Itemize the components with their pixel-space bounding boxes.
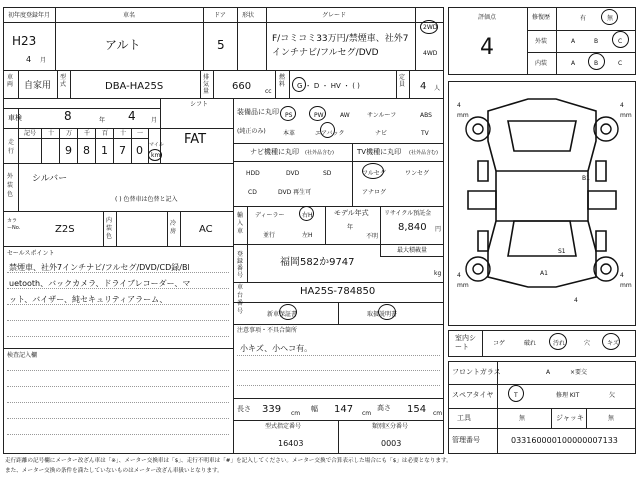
- fuel-options: G ・ D ・ HV ・ ( ): [297, 82, 360, 90]
- spare-t: T: [514, 392, 518, 399]
- int-c: C: [618, 60, 623, 67]
- color-no: Z2S: [55, 224, 75, 235]
- mileage-digit-4: 0: [136, 144, 143, 157]
- grade-label: グレード: [322, 12, 347, 19]
- jack-value: 無: [608, 415, 615, 422]
- unit-mile: マイル: [149, 142, 164, 148]
- drive-2wd: 2WD: [423, 24, 438, 31]
- height-label: 高さ: [377, 404, 391, 412]
- repair-no: 無: [607, 15, 614, 22]
- score-label: 評価点: [478, 14, 497, 21]
- repair-label: 修復歴: [532, 14, 551, 21]
- equipment-title: 装備品に丸印: [237, 108, 279, 116]
- type-no: 16403: [278, 439, 304, 448]
- windshield-replace: ×要交: [570, 369, 588, 376]
- circle-ps: [280, 106, 296, 121]
- height-value: 154: [407, 404, 427, 415]
- circle-warranty: [279, 304, 297, 320]
- sheet-scratch: キズ: [607, 340, 619, 347]
- car-damage-diagram: [448, 81, 636, 326]
- tread-fr: 4: [620, 102, 624, 109]
- damage-b1: B1: [582, 175, 590, 182]
- tools-value: 無: [519, 415, 526, 422]
- mileage-digit-1: 8: [83, 144, 90, 157]
- height-unit: cm: [433, 410, 443, 417]
- circle-airbag: [320, 122, 335, 138]
- model-year-label: モデル年式: [334, 209, 369, 217]
- model-year-unit: 年: [347, 224, 354, 231]
- spare-label: スペアタイヤ: [452, 391, 494, 399]
- inspection-month-unit: 月: [151, 117, 158, 124]
- mm-fr: mm: [620, 112, 632, 119]
- recycle-unit: 円: [435, 226, 442, 233]
- capacity: 4: [420, 81, 427, 92]
- circle-ext-c: [612, 31, 629, 48]
- length-unit: cm: [291, 410, 301, 417]
- inspection-label: 車検: [8, 114, 22, 122]
- interior-sheet-label: 室内シート: [455, 334, 476, 351]
- equipment-sub: (純正のみ): [237, 128, 266, 135]
- digit-label-6: 一: [137, 130, 144, 137]
- mileage-digit-3: 7: [119, 144, 126, 157]
- digit-label-3: 千: [84, 130, 91, 137]
- class-no: 0003: [381, 439, 402, 448]
- model-year-unknown: 不明: [366, 233, 379, 240]
- exterior-grade-label: 外装: [535, 38, 548, 45]
- jack-label: ジャッキ: [556, 414, 584, 422]
- capacity-label: 定員: [399, 74, 406, 88]
- ext-a: A: [571, 38, 576, 45]
- repair-yes: 有: [580, 15, 587, 22]
- recycle-label: リサイクル預託金: [384, 210, 432, 217]
- capacity-unit: 人: [434, 85, 441, 92]
- ac-label: 冷房: [170, 220, 177, 235]
- sales-line-2: uetooth、バックカメラ、ドライブレコーダー、マ: [9, 279, 191, 288]
- registration-label: 登録番号: [237, 251, 244, 279]
- first-reg-label: 初年度登録年月: [8, 12, 51, 19]
- tv-fullseg: フルセグ: [362, 170, 386, 177]
- tools-label: 工具: [457, 414, 471, 422]
- displacement: 660: [232, 81, 252, 92]
- owner-manual: 取扱説明書: [367, 311, 398, 318]
- door-label: ドア: [214, 12, 226, 19]
- ext-b: B: [594, 38, 599, 45]
- notes-label: 注意事項・不具合箇所: [237, 327, 298, 334]
- width-unit: cm: [362, 410, 372, 417]
- car-name: アルト: [105, 38, 141, 52]
- tv-sub: (社外品含む): [409, 150, 438, 156]
- navi-cd: CD: [248, 189, 257, 196]
- first-reg-era: H23: [12, 34, 37, 48]
- windshield-label: フロントガラス: [452, 368, 501, 376]
- circle-pw: [309, 106, 326, 121]
- inspector-note-label: 検査記入欄: [7, 352, 38, 359]
- chassis-label: 車台番号: [237, 284, 244, 315]
- equip-aw: AW: [340, 112, 350, 119]
- footer-note-1: 走行距離の記号欄にメーター改ざん車は「※」、メーター交換車は「$」、走行不明車は「#」を記入してください。メーター交換で合算表示した場合にも「$」は必要となります。: [5, 458, 452, 464]
- shape-label: 形状: [242, 12, 255, 19]
- overall-score: 4: [480, 35, 494, 60]
- spare-missing: 欠: [609, 392, 616, 399]
- unit-km: km: [151, 152, 161, 159]
- navi-title: ナビ機種に丸印: [250, 148, 299, 156]
- sheet-tear: 破れ: [524, 340, 537, 347]
- digit-label-0: 記号: [24, 130, 37, 137]
- model-code: DBA-HA25S: [105, 81, 164, 92]
- mm-fl: mm: [457, 112, 469, 119]
- right-hand: 右H: [302, 212, 313, 219]
- management-number: 033160000100000007133: [511, 436, 618, 445]
- circle-stain: [549, 333, 567, 350]
- circle-fullseg: [362, 163, 384, 179]
- length-label: 長さ: [237, 405, 251, 413]
- inspection-month: 4: [128, 109, 136, 123]
- circle-repair-no: [601, 9, 618, 25]
- equip-abs: ABS: [420, 112, 432, 119]
- equip-sunroof: サンルーフ: [367, 112, 397, 119]
- length-value: 339: [262, 404, 282, 415]
- recycle-fee: 8,840: [398, 222, 427, 233]
- shift-label: シフト: [190, 101, 209, 108]
- digit-label-4: 百: [102, 130, 109, 137]
- import-parallel: 並行: [263, 232, 276, 239]
- drive-4wd: 4WD: [423, 50, 438, 57]
- windshield-a: A: [546, 369, 551, 376]
- sales-line-3: ット、バイザー、純セキュリティアラーム、: [9, 295, 168, 304]
- equip-tv: TV: [421, 130, 429, 137]
- fuel-label: 燃料: [279, 74, 286, 88]
- import-label: 輸入車: [237, 212, 244, 235]
- color-no-label: カラーNo.: [7, 218, 21, 231]
- mileage-digit-2: 1: [101, 144, 108, 157]
- sales-line-1: 禁煙車、社外7インチナビ/フルセグ/DVD/CD録/Bl: [9, 263, 190, 272]
- mileage-label: 走行: [8, 139, 15, 155]
- model-label: 型式: [60, 74, 67, 88]
- footer-note-2: また、メーター交換の条件を満たしていないものはメーター改ざん車扱いとなります。: [5, 468, 223, 474]
- max-load-unit: kg: [434, 270, 442, 277]
- spare-kit: 修理 KIT: [556, 392, 580, 399]
- class-no-label: 類別区分番号: [372, 423, 409, 430]
- circle-right-hand: [299, 206, 314, 221]
- private-use: 自家用: [24, 81, 52, 91]
- equip-navi: ナビ: [375, 130, 388, 137]
- inspection-year: 8: [64, 109, 72, 123]
- circle-fuel-g: [292, 77, 306, 92]
- management-label: 管理番号: [452, 436, 480, 444]
- exterior-color-label: 外装色: [7, 173, 14, 198]
- grade-line-1: F/コミコミ33万円/禁煙車、社外7: [272, 34, 409, 44]
- chassis-number: HA25S-784850: [300, 286, 376, 297]
- exterior-color-note: ( ) 色替車は色替と記入: [115, 196, 178, 203]
- ac-value: AC: [199, 224, 213, 235]
- tread-rr: 4: [620, 272, 624, 279]
- door-count: 5: [217, 38, 225, 52]
- navi-hdd: HDD: [246, 170, 260, 177]
- sheet-hole: 穴: [584, 340, 591, 347]
- circle-int-b: [588, 53, 605, 70]
- tv-oneseg: ワンセグ: [405, 170, 430, 177]
- tread-spare: 4: [574, 297, 578, 304]
- tread-rl: 4: [457, 272, 461, 279]
- int-b: B: [594, 60, 599, 67]
- sheet-stain: 汚れ: [553, 340, 566, 347]
- mileage-digit-0: 9: [65, 144, 72, 157]
- circle-manual: [378, 304, 396, 320]
- warranty-book: 新車保証書: [267, 311, 298, 318]
- tv-title: TV機種に丸印: [357, 148, 402, 156]
- equip-pw: PW: [314, 112, 324, 119]
- tread-fl: 4: [457, 102, 461, 109]
- month-unit: 月: [40, 57, 47, 64]
- digit-label-1: 十: [48, 130, 55, 137]
- navi-dvd-play: DVD 再生可: [278, 189, 312, 196]
- interior-grade-label: 内装: [535, 60, 548, 67]
- circle-spare-t: [508, 385, 524, 402]
- int-a: A: [571, 60, 576, 67]
- width-label: 幅: [311, 405, 318, 413]
- navi-dvd: DVD: [286, 170, 300, 177]
- vehicle-label: 車両: [7, 74, 14, 88]
- shift-value: FAT: [184, 132, 207, 147]
- type-no-label: 型式指定番号: [265, 423, 302, 430]
- damage-a1: A1: [540, 270, 548, 277]
- car-name-label: 車名: [123, 12, 136, 19]
- sheet-burn: コゲ: [493, 340, 506, 347]
- width-value: 147: [334, 404, 354, 415]
- equip-ps: PS: [285, 112, 293, 119]
- mm-rl: mm: [457, 282, 469, 289]
- navi-sub: (社外品含む): [305, 150, 334, 156]
- cc-unit: cc: [265, 88, 272, 95]
- digit-label-2: 万: [66, 130, 73, 137]
- equip-airbag: エアバック: [315, 130, 345, 137]
- first-reg-month: 4: [26, 55, 32, 64]
- max-load-label: 最大積載量: [397, 247, 428, 254]
- sales-point-label: セールスポイント: [7, 250, 55, 257]
- import-dealer: ディーラー: [255, 212, 285, 219]
- registration-number: 福岡582か9747: [280, 257, 355, 268]
- mm-rr: mm: [620, 282, 632, 289]
- circle-scratch: [602, 333, 620, 350]
- ext-c: C: [618, 38, 623, 45]
- grade-line-2: インチナビ/フルセグ/DVD: [272, 48, 379, 58]
- left-hand: 左H: [302, 232, 313, 239]
- digit-label-5: 十: [120, 130, 127, 137]
- inspection-year-unit: 年: [99, 117, 106, 124]
- equip-leather: 本革: [283, 130, 296, 137]
- tv-analog: アナログ: [362, 189, 387, 196]
- interior-color-label: 内装色: [106, 217, 113, 240]
- exterior-color: シルバー: [32, 174, 68, 184]
- damage-s1: S1: [558, 248, 566, 255]
- displacement-label: 排気量: [203, 74, 210, 95]
- notes-text: 小キズ、小ヘコ有。: [240, 344, 313, 353]
- navi-sd: SD: [323, 170, 332, 177]
